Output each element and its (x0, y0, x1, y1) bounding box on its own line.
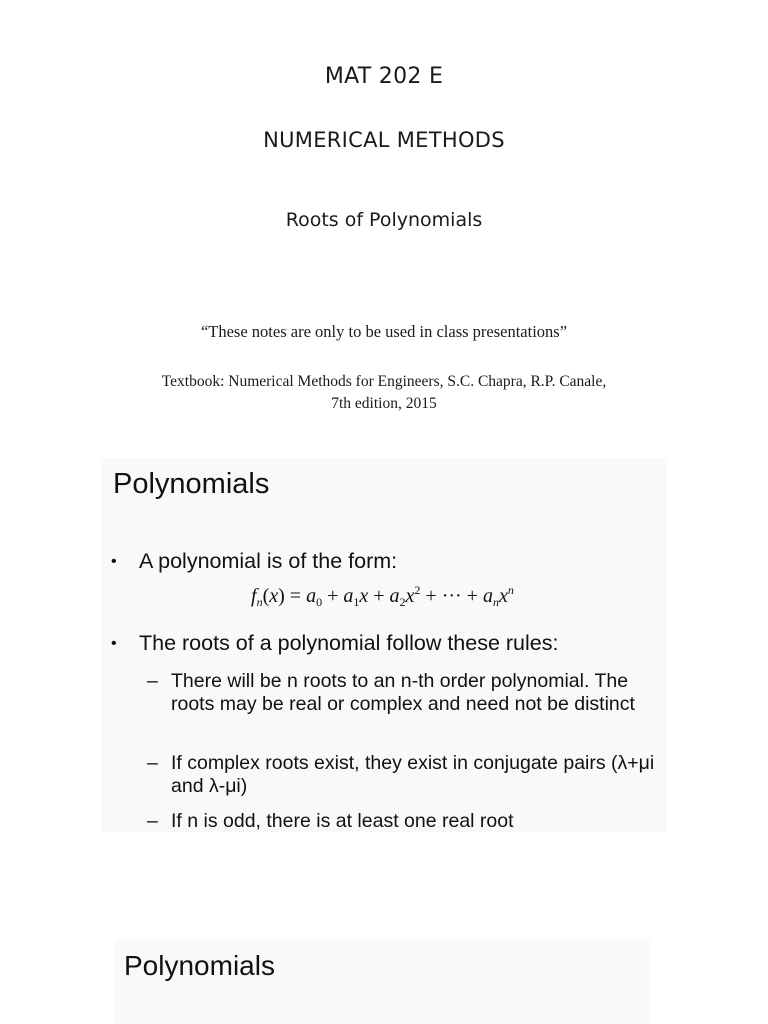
polynomial-formula: $f_n(x) = a_0 + a_1x + a_2x^2$ + ··· + $a_nx^n$ (251, 583, 514, 609)
bullet-icon: • (111, 635, 117, 652)
bullet-text: The roots of a polynomial follow these rules: (139, 631, 559, 655)
slide-title: Polynomials (124, 950, 275, 981)
textbook-line-2: 7th edition, 2015 (331, 395, 437, 412)
dash-icon: – (147, 752, 158, 774)
sub-bullet-text: If n is odd, there is at least one real root (171, 810, 514, 832)
bullet-icon: • (111, 553, 117, 570)
bullet-item (111, 549, 397, 574)
bullet-item (111, 631, 558, 656)
slide-polynomials-1 (101, 458, 667, 832)
dash-icon: – (147, 810, 158, 832)
sub-bullet-item (147, 752, 667, 798)
course-name: NUMERICAL METHODS (263, 128, 505, 152)
textbook-reference (124, 371, 644, 415)
sub-bullet-item (147, 810, 667, 832)
textbook-line-1: Textbook: Numerical Methods for Engineers, S.C. Chapra, R.P. Canale, (161, 373, 607, 390)
bullet-text: A polynomial is of the form: (139, 549, 398, 573)
slide-title: Polynomials (113, 468, 270, 500)
sub-bullet-item (147, 670, 667, 716)
dash-icon: – (147, 670, 158, 692)
usage-notice: “These notes are only to be used in class presentations” (200, 322, 568, 341)
topic-title: Roots of Polynomials (285, 209, 483, 231)
sub-bullet-text: If complex roots exist, they exist in conjugate pairs (λ+μi and λ-μi) (171, 752, 655, 797)
sub-bullet-text: There will be n roots to an n-th order polynomial. The roots may be real or complex and need not be distinct (171, 670, 635, 715)
slide-polynomials-2 (114, 940, 650, 1024)
course-code: MAT 202 E (324, 64, 444, 89)
cover-section (0, 0, 768, 440)
